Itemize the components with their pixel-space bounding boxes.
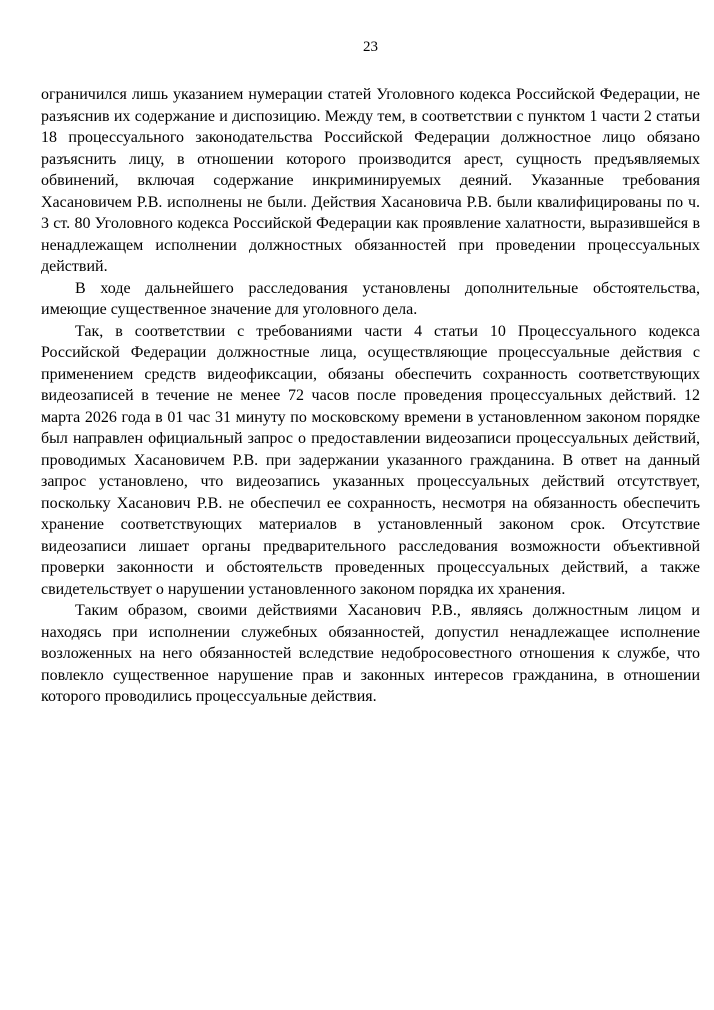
body-paragraph: ограничился лишь указанием нумерации статей Уголовного кодекса Российской Федерации, не разъяснив их содержание и диспозицию. Между тем, в соответствии с пунктом 1 части 2 статьи 18 процессуального законодательства Российской Федерации должностное лицо обязано разъяснить лицу, в отношении которого производится арест, сущность предъявляемых обвинений, включая содержание инкриминируемых деяний. Указанные требования Хасановичем Р.В. исполнены не были. Действия Хасановича Р.В. были квалифицированы по ч. 3 ст. 80 Уголовного кодекса Российской Федерации как проявление халатности, выразившейся в ненадлежащем исполнении должностных обязанностей при проведении процессуальных действий. (41, 86, 700, 275)
body-paragraph: В ходе дальнейшего расследования установлены дополнительные обстоятельства, имеющие существенное значение для уголовного дела. (41, 279, 700, 318)
page-number: 23 (363, 39, 378, 55)
body-paragraph: Таким образом, своими действиями Хасанович Р.В., являясь должностным лицом и находясь при исполнении служебных обязанностей, допустил ненадлежащее исполнение возложенных на него обязанностей вследствие недобросовестного отношения к службе, что повлекло существенное нарушение прав и законных интересов гражданина, в отношении которого проводились процессуальные действия. (41, 602, 700, 705)
document-body (0, 84, 714, 708)
body-paragraph: Так, в соответствии с требованиями части 4 статьи 10 Процессуального кодекса Российской Федерации должностные лица, осуществляющие процессуальные действия с применением средств видеофиксации, обязаны обеспечить сохранность соответствующих видеозаписей в течение не менее 72 часов после проведения процессуальных действий. 12 марта 2026 года в 01 час 31 минуту по московскому времени в установленном законом порядке был направлен официальный запрос о предоставлении видеозаписи процессуальных действий, проводимых Хасановичем Р.В. при задержании указанного гражданина. В ответ на данный запрос установлено, что видеозапись указанных процессуальных действий отсутствует, поскольку Хасанович Р.В. не обеспечил ее сохранность, несмотря на обязанность обеспечить хранение соответствующих материалов в установленный законом срок. Отсутствие видеозаписи лишает органы предварительного расследования возможности объективной проверки законности и обстоятельств проведенных процессуальных действий, а также свидетельствует о нарушении установленного законом порядка их хранения. (41, 322, 700, 598)
